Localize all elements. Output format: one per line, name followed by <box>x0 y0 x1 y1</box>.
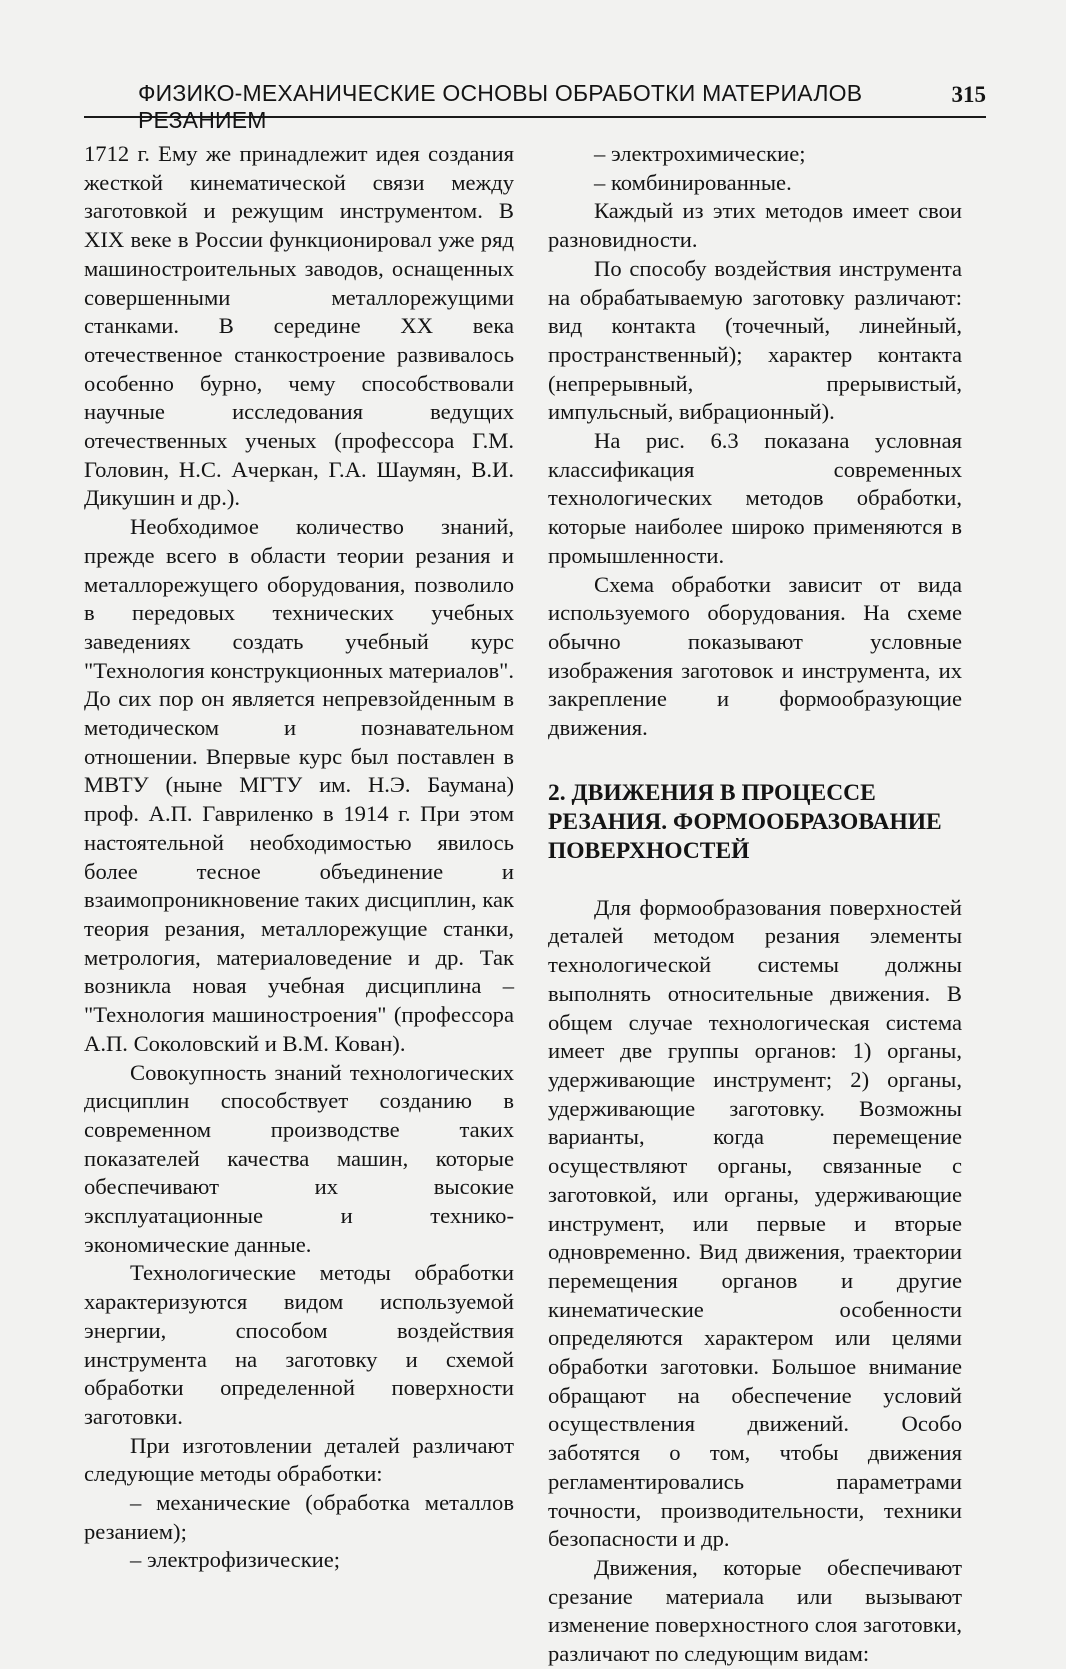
paragraph: Совокупность знаний технологических дисциплин способствует созданию в современном производстве таких показателей качества машин, которые обеспечивают их высокие эксплуатационные и технико-экономические данные. <box>84 1059 514 1257</box>
list-item: – электрофизические; <box>130 1547 341 1573</box>
page-number: 315 <box>951 82 986 107</box>
paragraph: При изготовлении деталей различают следующие методы обработки: <box>84 1432 514 1487</box>
paragraph: Схема обработки зависит от вида используемого оборудования. На схеме обычно показывают условные изображения заготовок и инструмента, их закрепление и формообразующие движения. <box>548 571 962 741</box>
right-column <box>548 140 962 1669</box>
paragraph: Каждый из этих методов имеет свои разновидности. <box>548 198 962 253</box>
list-item: – электрохимические; <box>594 141 806 166</box>
paragraph: Для формообразования поверхностей деталей методом резания элементы технологической системы должны выполнять относительные движения. В общем случае технологическая система имеет две группы органов: 1) органы, удерживающие инструмент; 2) органы, удерживающие заготовку. Возможны варианты, когда перемещение осуществляют органы, связанные с заготовкой, или органы, удерживающие инструмент, или первые и вторые одновременно. Вид движения, траектории перемещения органов и другие кинематические особенности определяются характером или целями обработки заготовки. Большое внимание обращают на обеспечение условий осуществления движений. Особо заботятся о том, чтобы движения регламентировались параметрами точности, производительности, техники безопасности и др. <box>548 894 962 1552</box>
paragraph: Технологические методы обработки характеризуются видом используемой энергии, способом воздействия инструмента на заготовку и схемой обработки определенной поверхности заготовки. <box>84 1260 514 1429</box>
running-header-title: ФИЗИКО-МЕХАНИЧЕСКИЕ ОСНОВЫ ОБРАБОТКИ МАТЕРИАЛОВ РЕЗАНИЕМ <box>138 80 863 133</box>
paragraph: 1712 г. Ему же принадлежит идея создания жесткой кинематической связи между заготовкой и режущим инструментом. В XIX веке в России функционировал уже ряд машиностроительных заводов, оснащенных совершенными металлорежущими станками. В середине XX века отечественное станкостроение развивалось особенно бурно, чему способствовали научные исследования ведущих отечественных ученых (профессора Г.М. Головин, Н.С. Ачеркан, Г.А. Шаумян, В.И. Дикушин и др.). <box>84 141 514 511</box>
paragraph: По способу воздействия инструмента на обрабатываемую заготовку различают: вид контакта (точечный, линейный, пространственный); характер контакта (непрерывный, прерывистый, импульсный, вибрационный). <box>548 255 962 425</box>
left-column <box>84 140 514 1575</box>
paragraph: Движения, которые обеспечивают срезание материала или вызывают изменение поверхностного слоя заготовки, различают по следующим видам: <box>548 1554 962 1667</box>
list-item: – комбинированные. <box>594 169 792 195</box>
section-heading: 2. ДВИЖЕНИЯ В ПРОЦЕССЕ РЕЗАНИЯ. ФОРМООБРАЗОВАНИЕ ПОВЕРХНОСТЕЙ <box>548 779 942 864</box>
running-header <box>84 76 986 133</box>
list-item: – механические (обработка металлов резанием); <box>84 1490 514 1544</box>
paragraph: На рис. 6.3 показана условная классификация современных технологических методов обработки, которые наиболее широко применяются в промышленности. <box>548 428 962 568</box>
paragraph: Необходимое количество знаний, прежде всего в области теории резания и металлорежущего оборудования, позволило в передовых технических учебных заведениях создать учебный курс "Технология конструкционных материалов". До сих пор он является непревзойденным в методическом и познавательном отношении. Впервые курс был поставлен в МВТУ (ныне МГТУ им. Н.Э. Баумана) проф. А.П. Гавриленко в 1914 г. При этом настоятельной необходимостью явилось более тесное объединение и взаимопроникновение таких дисциплин, как теория резания, металлорежущие станки, метрология, материаловедение и др. Так возникла новая учебная дисциплина – "Технология машиностроения" (профессора А.П. Соколовский и В.М. Кован). <box>84 514 514 1056</box>
